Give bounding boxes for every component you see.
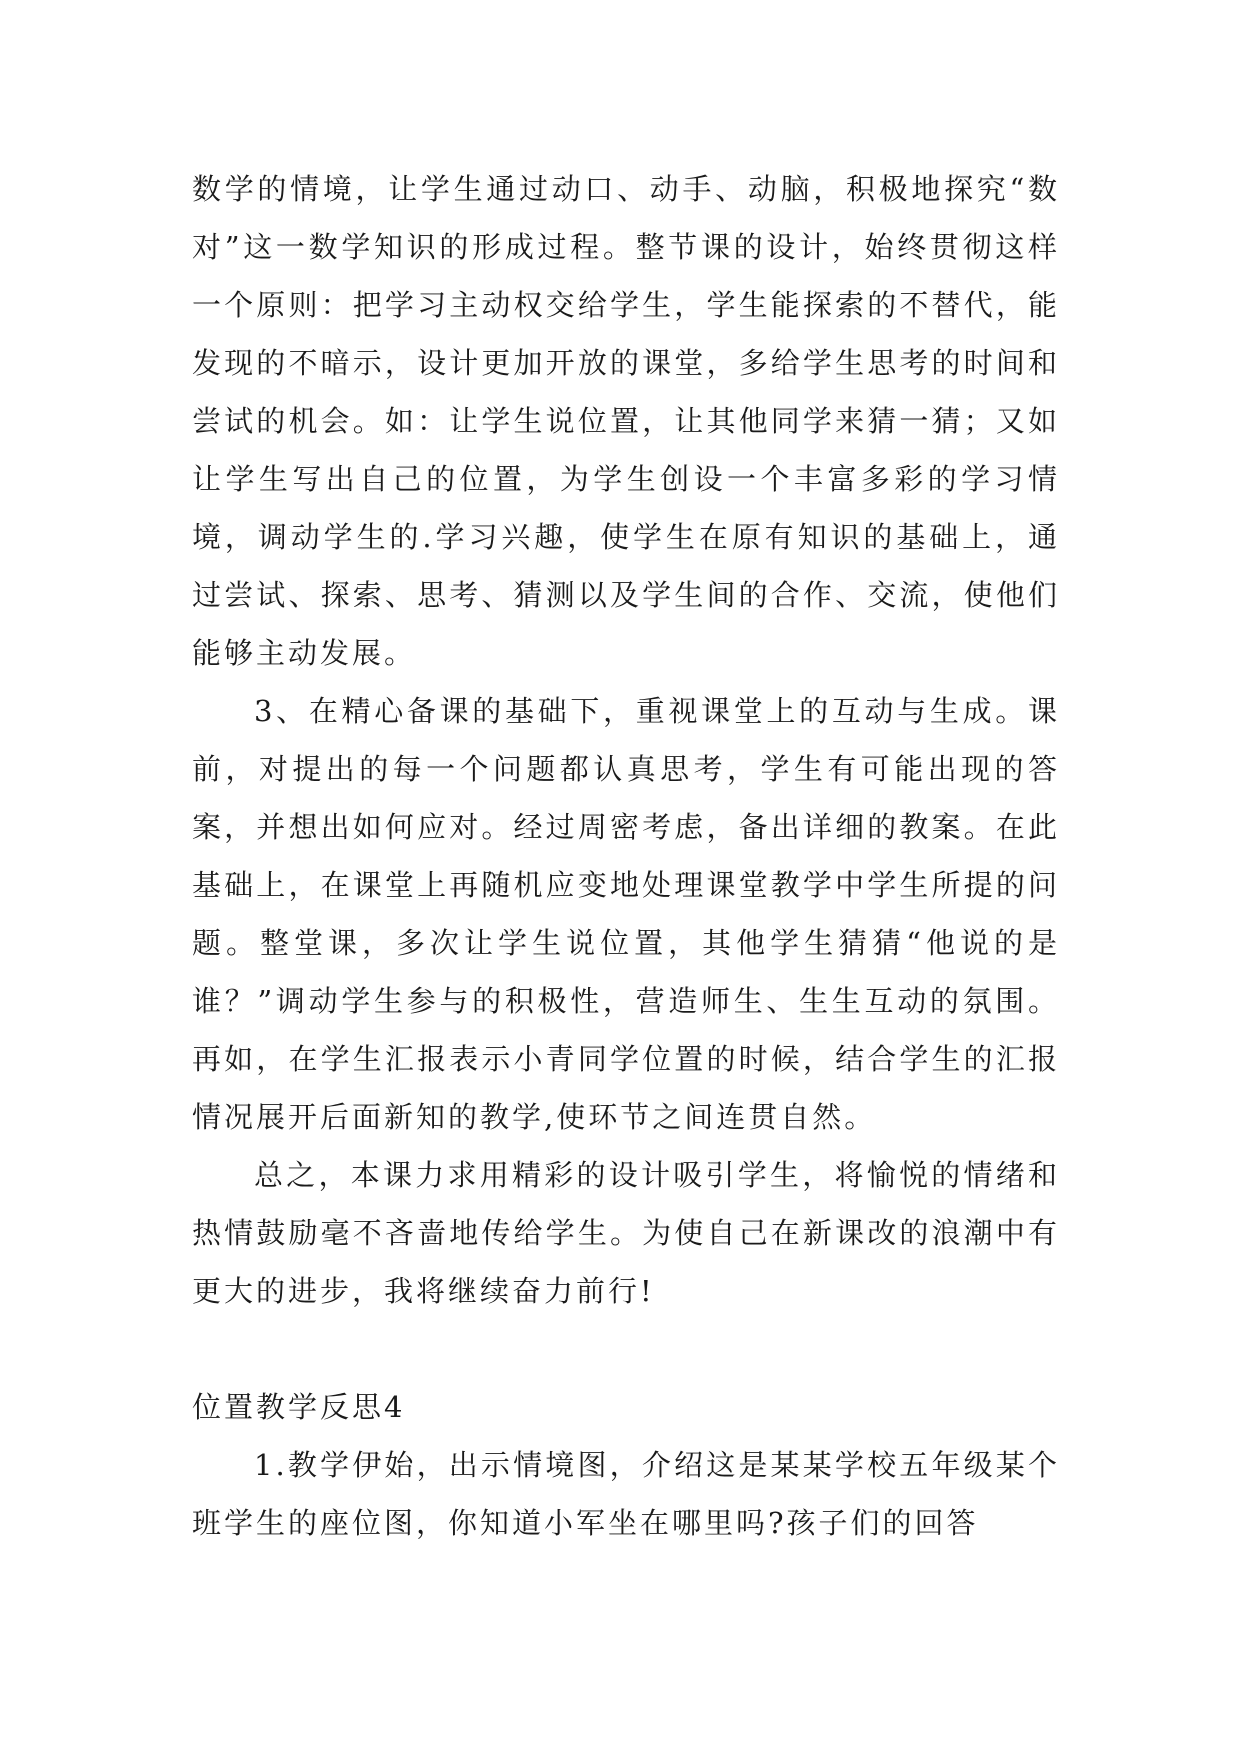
paragraph-section-4-point-1: 1.教学伊始，出示情境图，介绍这是某某学校五年级某个班学生的座位图，你知道小军坐在哪里吗?孩子们的回答 bbox=[192, 1448, 1060, 1540]
section-heading: 位置教学反思4 bbox=[192, 1390, 406, 1424]
document-body bbox=[192, 160, 1060, 1552]
paragraph-point-3: 3、在精心备课的基础下，重视课堂上的互动与生成。课前，对提出的每一个问题都认真思考，学生有可能出现的答案，并想出如何应对。经过周密考虑，备出详细的教案。在此基础上，在课堂上再随机应变地处理课堂教学中学生所提的问题。整堂课，多次让学生说位置，其他学生猜猜“他说的是谁？”调动学生参与的积极性，营造师生、生生互动的氛围。再如，在学生汇报表示小青同学位置的时候，结合学生的汇报情况展开后面新知的教学,使环节之间连贯自然。 bbox=[192, 694, 1060, 1134]
paragraph-conclusion: 总之，本课力求用精彩的设计吸引学生，将愉悦的情绪和热情鼓励毫不吝啬地传给学生。为使自己在新课改的浪潮中有更大的进步，我将继续奋力前行! bbox=[192, 1158, 1060, 1308]
paragraph-continuation: 数学的情境，让学生通过动口、动手、动脑，积极地探究“数对”这一数学知识的形成过程。整节课的设计，始终贯彻这样一个原则：把学习主动权交给学生，学生能探索的不替代，能发现的不暗示，设计更加开放的课堂，多给学生思考的时间和尝试的机会。如：让学生说位置，让其他同学来猜一猜；又如让学生写出自己的位置，为学生创设一个丰富多彩的学习情境，调动学生的.学习兴趣，使学生在原有知识的基础上，通过尝试、探索、思考、猜测以及学生间的合作、交流，使他们能够主动发展。 bbox=[192, 172, 1060, 670]
